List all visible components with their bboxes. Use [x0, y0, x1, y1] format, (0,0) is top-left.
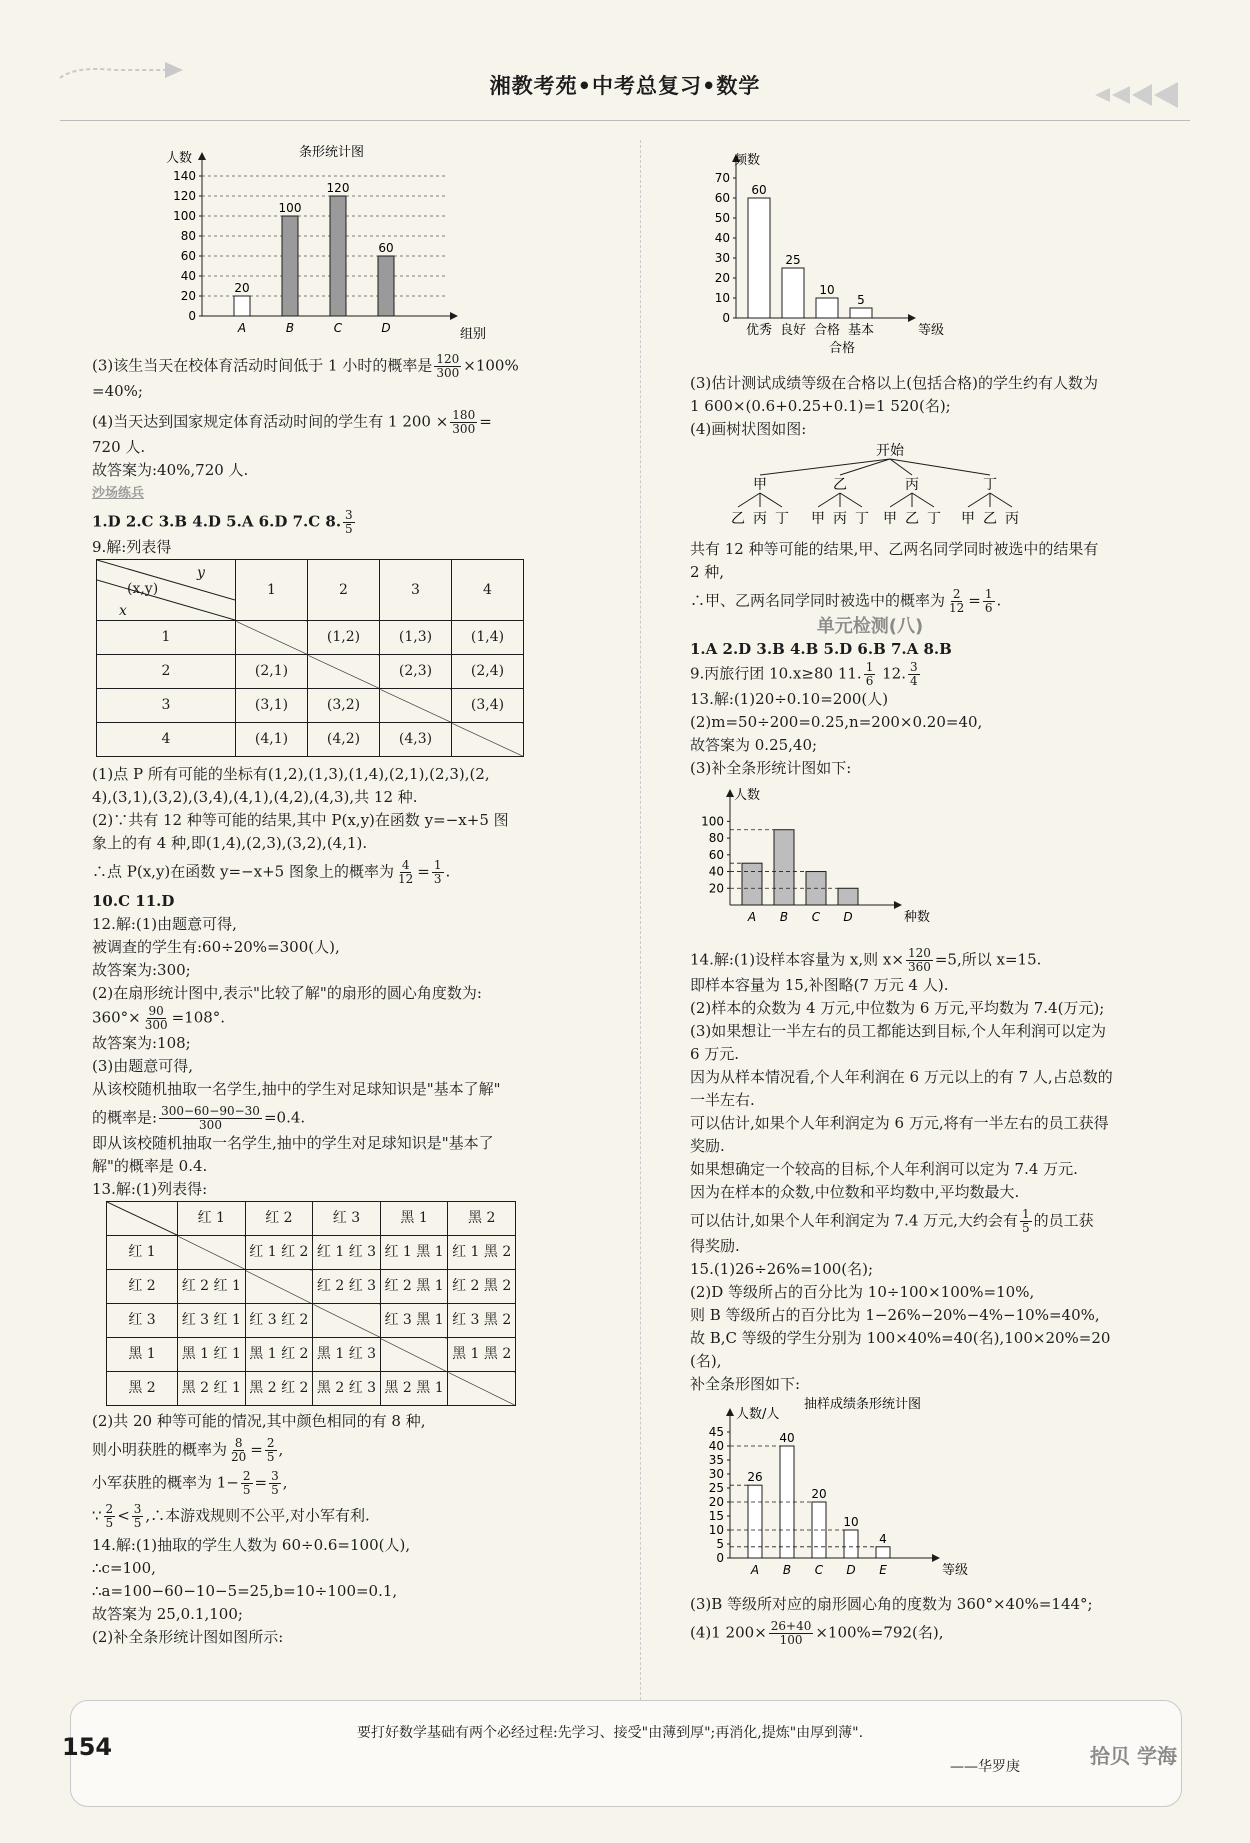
tree-level2-label: 丙: [1005, 511, 1019, 527]
bar: [330, 196, 346, 316]
left-line: (2)共 20 种等可能的情况,其中颜色相同的有 8 种,: [92, 1412, 426, 1430]
x-category-label: B: [285, 321, 295, 335]
footer-box: [70, 1700, 1182, 1807]
x-category-label: 基本: [847, 323, 875, 338]
x-category-label: D: [846, 1563, 856, 1577]
x-axis-label: 组别: [460, 327, 487, 340]
table-header-cell: 3: [380, 560, 452, 621]
x-category-label: B: [782, 1563, 792, 1577]
fraction: $\frac{1}{5}$: [1021, 1207, 1030, 1235]
tree-level2-label: 乙: [983, 511, 997, 527]
unit-test-title: 单元检测(八): [816, 616, 924, 637]
y-tick-label: 10: [714, 291, 730, 305]
fraction: $\frac{2}{5}$: [242, 1469, 251, 1497]
x-category-label: B: [779, 910, 789, 924]
y-tick-label: 80: [180, 229, 196, 243]
left-line: =40%;: [92, 382, 143, 400]
fraction: $\frac{90}{300}$: [144, 1004, 168, 1032]
bar-value-label: 10: [843, 1515, 859, 1529]
table-header-cell: 1: [236, 560, 308, 621]
bar: [782, 268, 804, 318]
bar-value-label: 10: [819, 283, 835, 297]
y-tick-label: 40: [180, 269, 196, 283]
answers-line: 1.D 2.C 3.B 4.D 5.A 6.D 7.C 8. $\frac{3}{5}$: [92, 508, 353, 536]
tree-level2-label: 丙: [833, 511, 847, 527]
table-xy: y (x,y) x 1 2 3 4 1 (1,2) (1,3) (1,4) 2 (2,1) (2,3) (2,4) 3 (3,1) (3,2) (3,4) 4 (4,1) (4,2) (4,3): [96, 559, 524, 757]
right-line: (2)样本的众数为 4 万元,中位数为 6 万元,平均数为 7.4(万元);: [690, 999, 1105, 1017]
y-tick-label: 5: [716, 1537, 724, 1551]
right-line: 2 种,: [690, 563, 725, 581]
x-category-label-2: 合格: [828, 341, 856, 356]
tree-root-label: 开始: [876, 443, 904, 459]
bar-value-label: 100: [278, 201, 302, 215]
x-category-label: 合格: [813, 323, 841, 338]
y-tick-label: 20: [708, 881, 724, 896]
right-line: 如果想确定一个较高的目标,个人年利润可以定为 7.4 万元.: [690, 1160, 1078, 1178]
fraction: $\frac{300-60-90-30}{300}$: [161, 1104, 260, 1132]
x-axis-arrow: [450, 312, 458, 320]
tree-branch: [818, 493, 840, 507]
x-category-label: A: [750, 1563, 760, 1577]
fraction: $\frac{2}{12}$: [949, 587, 965, 615]
y-axis-arrow: [726, 1408, 734, 1416]
bar-value-label: 20: [234, 281, 250, 295]
x-category-label: 良好: [779, 323, 807, 338]
left-column: [92, 140, 622, 1649]
left-line: 4),(3,1),(3,2),(3,4),(4,1),(4,2),(4,3),共 12 种.: [92, 788, 418, 806]
x-axis-arrow: [932, 1554, 940, 1562]
right-column: [690, 140, 1210, 1647]
table-corner: y (x,y) x: [97, 560, 236, 621]
tree-level1-label: 甲: [753, 477, 767, 493]
tree-level2-label: 乙: [905, 511, 919, 527]
bar: [844, 1530, 858, 1558]
y-tick-label: 60: [180, 249, 196, 263]
bar-value-label: 5: [857, 293, 865, 307]
chart-title: 抽样成绩条形统计图: [804, 1397, 922, 1412]
fraction: $\frac{120}{360}$: [907, 946, 931, 974]
bar: [378, 256, 394, 316]
tree-level2-label: 丙: [753, 511, 767, 527]
y-tick-label: 0: [188, 309, 196, 323]
tree-branch: [760, 459, 890, 475]
y-tick-label: 25: [708, 1481, 724, 1495]
chart-3-bar: [690, 780, 1010, 940]
right-line: 一半左右.: [690, 1091, 755, 1109]
left-line: (3)由题意可得,: [92, 1057, 194, 1075]
fraction: $\frac{26+40}{100}$: [770, 1619, 812, 1647]
bar: [748, 198, 770, 318]
tree-branch: [890, 493, 912, 507]
x-category-label: C: [333, 321, 343, 335]
x-category-label: D: [381, 321, 391, 335]
fraction: $\frac{8}{20}$: [231, 1436, 247, 1464]
y-tick-label: 40: [708, 864, 724, 879]
right-line: 9.丙旅行团 10.x≥80 11. $\frac{1}{6}$ 12. $\frac{3}{4}$: [690, 660, 918, 688]
right-line: 15.(1)26÷26%=100(名);: [690, 1260, 874, 1278]
y-axis-label: 人数: [166, 151, 193, 166]
y-tick-label: 20: [714, 271, 730, 285]
right-line: (2)D 等级所占的百分比为 10÷100×100%=10%,: [690, 1283, 1035, 1301]
y-tick-label: 40: [708, 1439, 724, 1453]
left-line: 从该校随机抽取一名学生,抽中的学生对足球知识是"基本了解": [92, 1080, 501, 1098]
right-line: (3)估计测试成绩等级在合格以上(包括合格)的学生约有人数为: [690, 374, 1098, 392]
tree-level1-label: 丁: [983, 477, 997, 493]
tree-branch: [968, 493, 990, 507]
right-line: 故 B,C 等级的学生分别为 100×40%=40(名),100×20%=20: [690, 1329, 1111, 1347]
fraction: $\frac{2}{5}$: [105, 1502, 114, 1530]
bar-value-label: 60: [751, 183, 767, 197]
right-line: 补全条形图如下:: [690, 1375, 801, 1393]
y-tick-label: 0: [722, 311, 730, 325]
x-category-label: E: [879, 1563, 887, 1577]
x-category-label: A: [237, 321, 247, 335]
page-number: 154: [62, 1733, 113, 1761]
right-line: 奖励.: [690, 1137, 725, 1155]
x-category-label: 优秀: [745, 323, 773, 338]
tree-level2-label: 乙: [731, 511, 745, 527]
left-line: 故答案为:108;: [92, 1034, 191, 1052]
tree-level2-label: 甲: [811, 511, 825, 527]
tree-branch: [990, 493, 1012, 507]
y-tick-label: 40: [714, 231, 730, 245]
y-tick-label: 120: [173, 189, 196, 203]
bar-value-label: 4: [879, 1531, 887, 1546]
left-line: 的概率是: $\frac{300-60-90-30}{300}$ =0.4.: [92, 1104, 306, 1132]
bar: [876, 1547, 890, 1558]
y-tick-label: 20: [180, 289, 196, 303]
right-line: 因为从样本情况看,个人年利润在 6 万元以上的有 7 人,占总数的: [690, 1068, 1113, 1086]
tree-level2-label: 丁: [775, 511, 789, 527]
chart-2-bar: [690, 140, 1070, 365]
left-line: 故答案为 25,0.1,100;: [92, 1605, 243, 1623]
x-category-label: C: [811, 910, 821, 924]
right-line: (3)B 等级所对应的扇形圆心角的度数为 360°×40%=144°;: [690, 1595, 1093, 1613]
bar: [816, 298, 838, 318]
y-axis-arrow: [726, 789, 734, 797]
y-tick-label: 30: [708, 1467, 724, 1481]
y-axis-label: 人数: [734, 788, 761, 803]
left-line: ∴点 P(x,y)在函数 y=−x+5 图象上的概率为 $\frac{4}{12}$ = $\frac{1}{3}$ .: [92, 858, 451, 886]
fraction: $\frac{1}{6}$: [984, 587, 993, 615]
bar: [282, 216, 298, 316]
right-line: 可以估计,如果个人年利润定为 6 万元,将有一半左右的员工获得: [690, 1114, 1109, 1132]
left-line: 则小明获胜的概率为 $\frac{8}{20}$ = $\frac{2}{5}$ ,: [92, 1436, 284, 1464]
footer-author: ——华罗庚: [950, 1759, 1020, 1775]
tree-branch: [738, 493, 760, 507]
fraction: $\frac{1}{3}$: [433, 858, 442, 886]
right-line: ∴甲、乙两名同学同时被选中的概率为 $\frac{2}{12}$ = $\frac{1}{6}$ .: [690, 587, 1002, 615]
fraction: $\frac{120}{300}$: [436, 352, 460, 380]
fraction: $\frac{3}{4}$: [909, 660, 918, 688]
table-corner: [107, 1202, 178, 1236]
left-line: 故答案为:300;: [92, 961, 191, 979]
right-line: (4)画树状图如图:: [690, 420, 807, 438]
y-tick-label: 15: [708, 1509, 724, 1523]
y-tick-label: 70: [714, 171, 730, 185]
y-axis-label: 频数: [734, 153, 761, 168]
y-axis-arrow: [198, 152, 206, 160]
table-balls: 红 1 红 2 红 3 黑 1 黑 2 红 1 红 1 红 2 红 1 红 3 红 1 黑 1 红 1 黑 2 红 2 红 2 红 1 红 2 红 3 红 2 黑 1 红 2 黑 2 红 3 红 3 红 1 红 3 红 2 红 3 黑 1 红 3 黑 2 黑 1 黑 1 红 1 黑 1 红 2 黑 1 红 3 黑 1 黑 2 黑 2 黑 2 红 1 黑 2 红 2 黑 2 红 3 黑 2 黑 1: [106, 1201, 516, 1406]
bar: [838, 888, 858, 905]
right-line: 可以估计,如果个人年利润定为 7.4 万元,大约会有 $\frac{1}{5}$ 的员工获: [690, 1207, 1094, 1235]
tree-level2-label: 甲: [961, 511, 975, 527]
section-label-shachang: 沙场练兵: [92, 486, 145, 501]
right-line: 共有 12 种等可能的结果,甲、乙两名同学同时被选中的结果有: [690, 540, 1099, 558]
right-line: 13.解:(1)20÷0.10=200(人): [690, 690, 889, 708]
bar: [850, 308, 872, 318]
bar-value-label: 25: [785, 253, 801, 267]
fraction: $\frac{3}{5}$: [133, 1502, 142, 1530]
tree-branch: [912, 493, 934, 507]
left-line: 360°× $\frac{90}{300}$ =108°.: [92, 1004, 226, 1032]
left-line: 故答案为:40%,720 人.: [92, 461, 249, 479]
right-line: (3)如果想让一半左右的员工都能达到目标,个人年利润可以定为: [690, 1022, 1107, 1040]
y-tick-label: 10: [708, 1523, 724, 1537]
right-line: 1.A 2.D 3.B 4.B 5.D 6.B 7.A 8.B: [690, 640, 952, 658]
table-header-cell: 2: [308, 560, 380, 621]
tree-branch: [890, 459, 912, 475]
left-line: 14.解:(1)抽取的学生人数为 60÷0.6=100(人),: [92, 1536, 411, 1554]
chart-title: 条形统计图: [299, 145, 365, 160]
right-line: (3)补全条形统计图如下:: [690, 759, 852, 777]
fraction: $\frac{1}{6}$: [865, 660, 874, 688]
bar-value-label: 120: [326, 181, 350, 195]
left-line: (2)在扇形统计图中,表示"比较了解"的扇形的圆心角度数为:: [92, 984, 482, 1002]
y-tick-label: 100: [701, 814, 724, 829]
tree-diagram: [690, 441, 1110, 531]
left-line: 解"的概率是 0.4.: [92, 1157, 208, 1175]
x-axis-label: 等级: [918, 323, 945, 338]
table-header-cell: 4: [452, 560, 524, 621]
right-line: 故答案为 0.25,40;: [690, 736, 818, 754]
y-tick-label: 0: [716, 1551, 724, 1565]
tree-branch: [760, 493, 782, 507]
left-line: (1)点 P 所有可能的坐标有(1,2),(1,3),(1,4),(2,1),(2,3),(2,: [92, 765, 490, 783]
fraction: $\frac{3}{5}$: [345, 508, 353, 536]
y-tick-label: 20: [708, 1495, 724, 1509]
left-line: (2)补全条形统计图如图所示:: [92, 1628, 284, 1646]
y-tick-label: 140: [173, 169, 196, 183]
y-tick-label: 30: [714, 251, 730, 265]
fraction: $\frac{2}{5}$: [266, 1436, 275, 1464]
chart-4-bar: [690, 1396, 1010, 1586]
page-header-title: 湘教考苑•中考总复习•数学: [489, 74, 761, 98]
x-category-label: A: [747, 910, 757, 924]
bar-value-label: 20: [811, 1487, 827, 1501]
y-tick-label: 100: [173, 209, 196, 223]
fraction: $\frac{180}{300}$: [452, 408, 476, 436]
column-divider: [640, 140, 642, 1700]
y-tick-label: 60: [714, 191, 730, 205]
footer-logo: 拾贝 学海: [1090, 1744, 1177, 1768]
left-line: ∴a=100−60−10−5=25,b=10÷100=0.1,: [92, 1582, 398, 1600]
left-line: (2)∵共有 12 种等可能的结果,其中 P(x,y)在函数 y=−x+5 图: [92, 811, 509, 829]
left-line: 720 人.: [92, 438, 146, 456]
right-line: 得奖励.: [690, 1237, 740, 1255]
fraction: $\frac{4}{12}$: [398, 858, 414, 886]
left-line: 10.C 11.D: [92, 892, 175, 910]
left-line: 被调查的学生有:60÷20%=300(人),: [92, 938, 340, 956]
tree-branch: [890, 459, 990, 475]
right-line: 即样本容量为 15,补图略(7 万元 4 人).: [690, 976, 949, 994]
bar: [774, 830, 794, 905]
x-axis-label: 种数: [904, 910, 931, 925]
tree-branch: [840, 459, 890, 475]
y-tick-label: 50: [714, 211, 730, 225]
x-axis-arrow: [894, 901, 902, 909]
left-line: ∵ $\frac{2}{5}$ < $\frac{3}{5}$ ,∴本游戏规则不公平,对小军有利.: [92, 1502, 370, 1530]
bar: [234, 296, 250, 316]
right-line: (2)m=50÷200=0.25,n=200×0.20=40,: [690, 713, 983, 731]
tree-level1-label: 乙: [833, 477, 847, 493]
y-tick-label: 45: [708, 1425, 724, 1439]
left-line: 小军获胜的概率为 1− $\frac{2}{5}$ = $\frac{3}{5}$ ,: [92, 1469, 288, 1497]
left-line: 象上的有 4 种,即(1,4),(2,3),(3,2),(4,1).: [92, 834, 368, 852]
left-line: 9.解:列表得: [92, 538, 172, 556]
footer-quote: 要打好数学基础有两个必经过程:先学习、接受"由薄到厚";再消化,提炼"由厚到薄".: [356, 1725, 864, 1741]
right-line: 6 万元.: [690, 1045, 740, 1063]
chart-1-bar: [92, 140, 512, 340]
right-line: 则 B 等级所占的百分比为 1−26%−20%−4%−10%=40%,: [690, 1306, 1100, 1324]
x-category-label: D: [843, 910, 853, 924]
tree-level1-label: 丙: [905, 477, 919, 493]
left-line: 12.解:(1)由题意可得,: [92, 915, 237, 933]
y-tick-label: 80: [708, 831, 724, 846]
left-line: 即从该校随机抽取一名学生,抽中的学生对足球知识是"基本了: [92, 1134, 494, 1152]
tree-level2-label: 丁: [855, 511, 869, 527]
header-divider: [60, 120, 1190, 121]
x-category-label: C: [814, 1563, 824, 1577]
bar-value-label: 26: [747, 1470, 763, 1485]
bar-value-label: 40: [779, 1431, 795, 1445]
y-axis-label: 人数/人: [736, 1407, 780, 1422]
x-axis-label: 等级: [942, 1563, 969, 1578]
y-tick-label: 60: [708, 847, 724, 862]
right-line: (4)1 200× $\frac{26+40}{100}$ ×100%=792(名),: [690, 1619, 944, 1647]
bar-value-label: 60: [378, 241, 394, 255]
right-line: 1 600×(0.6+0.25+0.1)=1 520(名);: [690, 397, 951, 415]
left-line: 13.解:(1)列表得:: [92, 1180, 208, 1198]
tree-branch: [840, 493, 862, 507]
left-line: (4)当天达到国家规定体育活动时间的学生有 1 200 × $\frac{180}{300}$ =: [92, 408, 492, 436]
x-axis-arrow: [908, 314, 916, 322]
left-line: (3)该生当天在校体育活动时间低于 1 小时的概率是 $\frac{120}{300}$ ×100%: [92, 352, 519, 380]
tree-level2-label: 甲: [883, 511, 897, 527]
bar: [742, 863, 762, 905]
right-line: 14.解:(1)设样本容量为 x,则 x× $\frac{120}{360}$ =5,所以 x=15.: [690, 946, 1042, 974]
right-line: 因为在样本的众数,中位数和平均数中,平均数最大.: [690, 1183, 1020, 1201]
fraction: $\frac{3}{5}$: [271, 1469, 279, 1497]
tree-level2-label: 丁: [927, 511, 941, 527]
left-line: ∴c=100,: [92, 1559, 156, 1577]
y-tick-label: 35: [708, 1453, 724, 1467]
right-line: (名),: [690, 1352, 722, 1370]
